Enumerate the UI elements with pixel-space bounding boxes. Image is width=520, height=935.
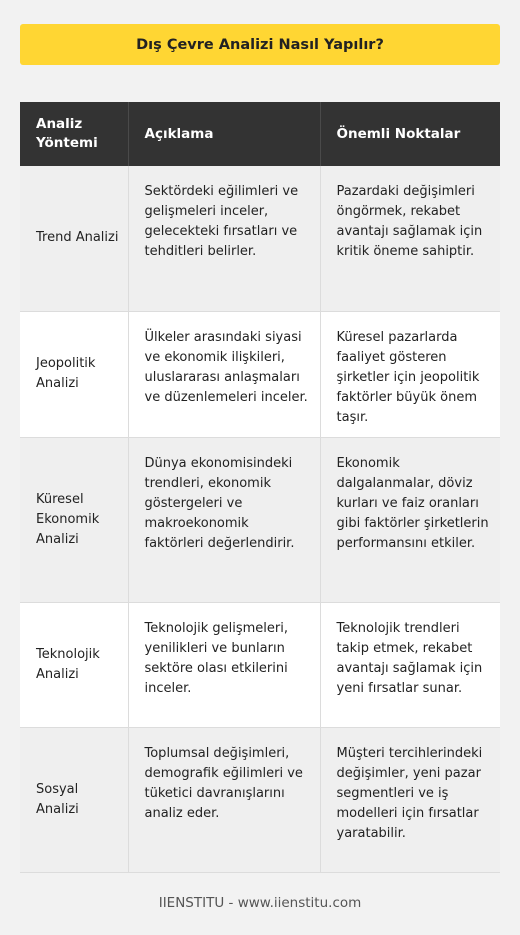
header-description: Açıklama — [128, 102, 320, 166]
cell-notes: Ekonomik dalgalanmalar, döviz kurları ve faiz oranları gibi faktörler şirketlerin performansını etkiler. — [320, 437, 500, 602]
cell-notes: Teknolojik trendleri takip etmek, rekabet avantajı sağlamak için yeni fırsatlar sunar. — [320, 602, 500, 727]
table-row — [20, 437, 500, 602]
header-notes: Önemli Noktalar — [320, 102, 500, 166]
cell-notes: Pazardaki değişimleri öngörmek, rekabet avantajı sağlamak için kritik öneme sahiptir. — [320, 166, 500, 311]
header-method: Analiz Yöntemi — [20, 102, 128, 166]
table-row — [20, 727, 500, 872]
footer-credit: IIENSTITU - www.iienstitu.com — [158, 895, 362, 911]
table-header — [20, 102, 500, 166]
cell-notes: Küresel pazarlarda faaliyet gösteren şirketler için jeopolitik faktörler büyük önem taşır. — [320, 311, 500, 437]
table-row — [20, 311, 500, 437]
cell-method: Sosyal Analizi — [20, 727, 128, 872]
cell-method: Küresel Ekonomik Analizi — [20, 437, 128, 602]
cell-notes: Müşteri tercihlerindeki değişimler, yeni pazar segmentleri ve iş modelleri için fırsatlar yaratabilir. — [320, 727, 500, 872]
page-title — [20, 24, 500, 65]
table-header-row — [20, 102, 500, 166]
cell-method: Teknolojik Analizi — [20, 602, 128, 727]
cell-description: Ülkeler arasındaki siyasi ve ekonomik ilişkileri, uluslararası anlaşmaları ve düzenlemeleri inceler. — [128, 311, 320, 437]
cell-description: Dünya ekonomisindeki trendleri, ekonomik göstergeleri ve makroekonomik faktörleri değerlendirir. — [128, 437, 320, 602]
cell-method: Trend Analizi — [20, 166, 128, 311]
table-body — [20, 166, 500, 872]
cell-description: Sektördeki eğilimleri ve gelişmeleri inceler, gelecekteki fırsatları ve tehditleri belirler. — [128, 166, 320, 311]
cell-method: Jeopolitik Analizi — [20, 311, 128, 437]
cell-description: Toplumsal değişimleri, demografik eğilimleri ve tüketici davranışlarını analiz eder. — [128, 727, 320, 872]
page-title-text: Dış Çevre Analizi Nasıl Yapılır? — [136, 36, 384, 53]
cell-description: Teknolojik gelişmeleri, yenilikleri ve bunların sektöre olası etkilerini inceler. — [128, 602, 320, 727]
analysis-table — [20, 102, 500, 873]
table-row — [20, 602, 500, 727]
table-row — [20, 166, 500, 311]
